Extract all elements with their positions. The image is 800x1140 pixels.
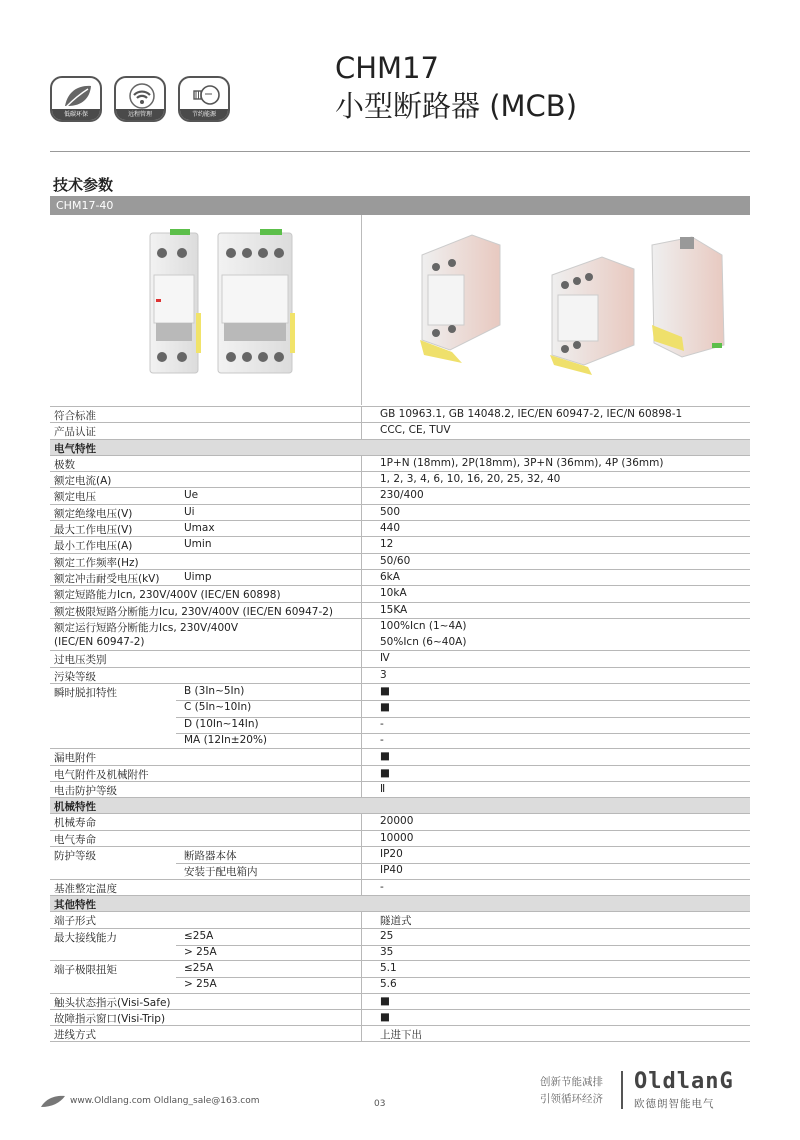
row-label: 额定冲击耐受电压(kV) [54,572,160,585]
row-sub: ≤25A [184,929,214,942]
row-label: (IEC/EN 60947-2) [54,635,145,648]
row-sub: B (3In~5In) [184,685,245,698]
brand-name: 欧德朗智能电气 [634,1098,715,1110]
table-row [50,650,750,666]
slogan-line: 引领循环经济 [540,1093,603,1105]
row-label: 额定电压 [54,491,96,504]
title-block [335,50,577,126]
row-label: 符合标准 [54,410,96,422]
row-sub: 断路器本体 [184,850,237,863]
table-row [50,960,750,993]
row-label: 端子形式 [54,915,96,928]
footer-separator [621,1071,623,1109]
row-symbol: Umax [184,522,215,535]
table-row [50,585,750,601]
row-label: 额定极限短路分断能力Icu, 230V/400V (IEC/EN 60947-2) [54,605,334,618]
row-label: 电气附件及机械附件 [54,768,149,781]
section-title: 技术参数 [53,176,114,194]
section-header [50,439,750,455]
row-sub: ≤25A [184,962,214,975]
footer-slogan [540,1074,603,1108]
brand-block [634,1070,734,1111]
row-sub: MA (12In±20%) [184,733,268,746]
table-row [50,846,750,879]
table-row [50,602,750,618]
spec-table [50,406,750,1042]
table-row [50,813,750,829]
leaf-icon [62,82,94,110]
table-row [50,765,750,781]
row-value: Ⅳ [380,652,390,665]
row-sub: 安装于配电箱内 [184,866,258,879]
row-label: 端子极限扭矩 [54,964,117,977]
row-value: 35 [380,945,394,958]
row-label: 瞬时脱扣特性 [54,687,117,700]
row-value: ■ [380,750,390,763]
table-row [50,748,750,764]
row-value: 10000 [380,831,414,844]
row-value: 100%Icn (1~4A) [380,619,467,632]
row-value: 10kA [380,587,407,600]
lightbulb-icon [190,82,222,110]
badge-label: 远程管理 [116,109,164,120]
row-value: 440 [380,522,401,535]
row-label: 进线方式 [54,1029,96,1042]
leaf-icon [40,1094,66,1108]
row-value: 隧道式 [380,915,412,928]
row-value: 1, 2, 3, 4, 6, 10, 16, 20, 25, 32, 40 [380,473,561,486]
row-value: 1P+N (18mm), 2P(18mm), 3P+N (36mm), 4P (36mm) [380,456,664,469]
footer-contact [40,1094,260,1108]
row-value: ■ [380,685,390,698]
row-value: ■ [380,1010,390,1023]
table-row [50,569,750,585]
row-value: - [380,733,384,746]
row-symbol: Ue [184,489,199,502]
row-value: 12 [380,538,394,551]
row-value: - [380,717,384,730]
row-label: 额定电流(A) [54,475,112,488]
row-value: 5.6 [380,978,397,991]
table-row [50,781,750,797]
row-sub: D (10In~14In) [184,717,259,730]
row-label: 故障指示窗口(Visi-Trip) [54,1012,166,1025]
table-row [50,471,750,487]
row-label: 机械寿命 [54,817,96,830]
section-label: 其他特性 [54,898,96,911]
table-row [50,1009,750,1025]
row-value: 50/60 [380,554,411,567]
row-value: - [380,880,384,893]
low-carbon-badge [50,76,102,122]
section-label: 电气特性 [54,442,96,455]
table-row [50,487,750,503]
section-label: 机械特性 [54,801,96,814]
table-row [50,667,750,683]
row-label: 产品认证 [54,426,96,439]
table-row [50,879,750,895]
wifi-icon [126,82,158,110]
row-label: 漏电附件 [54,752,96,765]
table-row [50,504,750,520]
row-symbol: Ui [184,505,195,518]
row-value: ■ [380,701,390,714]
row-label: 电击防护等级 [54,784,117,797]
energy-saving-badge [178,76,230,122]
row-label: 电气寿命 [54,833,96,846]
row-value: IP20 [380,848,403,861]
brand-logo: OldlanG [634,1069,734,1094]
table-row [50,993,750,1009]
row-label: 污染等级 [54,670,96,683]
table-row [50,455,750,471]
table-row [50,536,750,552]
product-photos [50,215,750,405]
row-sub: > 25A [184,978,217,991]
section-header [50,895,750,911]
row-label: 最大工作电压(V) [54,524,133,537]
model-bar: CHM17-40 [50,196,750,215]
row-value: GB 10963.1, GB 14048.2, IEC/EN 60947-2, IEC/N 60898-1 [380,408,683,420]
row-sub: C (5In~10In) [184,701,252,714]
row-value: IP40 [380,864,403,877]
table-row [50,520,750,536]
angled-view-image [362,215,751,405]
row-value: 500 [380,505,401,518]
row-value: CCC, CE, TUV [380,424,451,437]
row-value: 上进下出 [380,1029,422,1042]
header-divider [50,151,750,152]
table-row [50,683,750,748]
row-label: 最大接线能力 [54,931,117,944]
table-row [50,928,750,961]
row-symbol: Uimp [184,570,212,583]
row-value: 3 [380,668,387,681]
row-label: 防护等级 [54,850,96,863]
table-row [50,553,750,569]
product-title: CHM17 [335,51,439,85]
row-value: 20000 [380,815,414,828]
row-value: 50%Icn (6~40A) [380,635,467,648]
badge-label: 低碳环保 [52,109,100,120]
row-label: 最小工作电压(A) [54,540,133,553]
table-row [50,830,750,846]
feature-badges [50,76,230,122]
row-value: ■ [380,766,390,779]
slogan-line: 创新节能减排 [540,1076,603,1088]
row-value: 230/400 [380,489,424,502]
remote-management-badge [114,76,166,122]
row-symbol: Umin [184,538,212,551]
row-value: 25 [380,929,394,942]
product-subtitle: 小型断路器 (MCB) [335,89,578,123]
row-label: 额定运行短路分断能力Ics, 230V/400V [54,621,239,634]
table-row [50,406,750,422]
row-value: 5.1 [380,962,397,975]
section-header [50,797,750,813]
row-sub: > 25A [184,945,217,958]
contact-text[interactable]: www.Oldlang.com Oldlang_sale@163.com [70,1096,260,1106]
page-number: 03 [374,1099,386,1109]
table-row [50,1025,750,1041]
row-value: 15KA [380,603,408,616]
table-row [50,618,750,651]
row-value: Ⅱ [380,782,386,795]
row-label: 额定工作频率(Hz) [54,556,139,569]
row-label: 过电压类别 [54,654,107,667]
row-value: 6kA [380,570,400,583]
table-row [50,911,750,927]
row-label: 触头状态指示(Visi-Safe) [54,996,171,1009]
row-label: 额定绝缘电压(V) [54,507,133,520]
front-view-image [50,215,361,405]
badge-label: 节约能源 [180,109,228,120]
row-label: 基准整定温度 [54,882,117,895]
row-label: 额定短路能力Icn, 230V/400V (IEC/EN 60898) [54,589,281,602]
row-label: 极数 [54,458,75,471]
table-row [50,422,750,438]
row-value: ■ [380,994,390,1007]
